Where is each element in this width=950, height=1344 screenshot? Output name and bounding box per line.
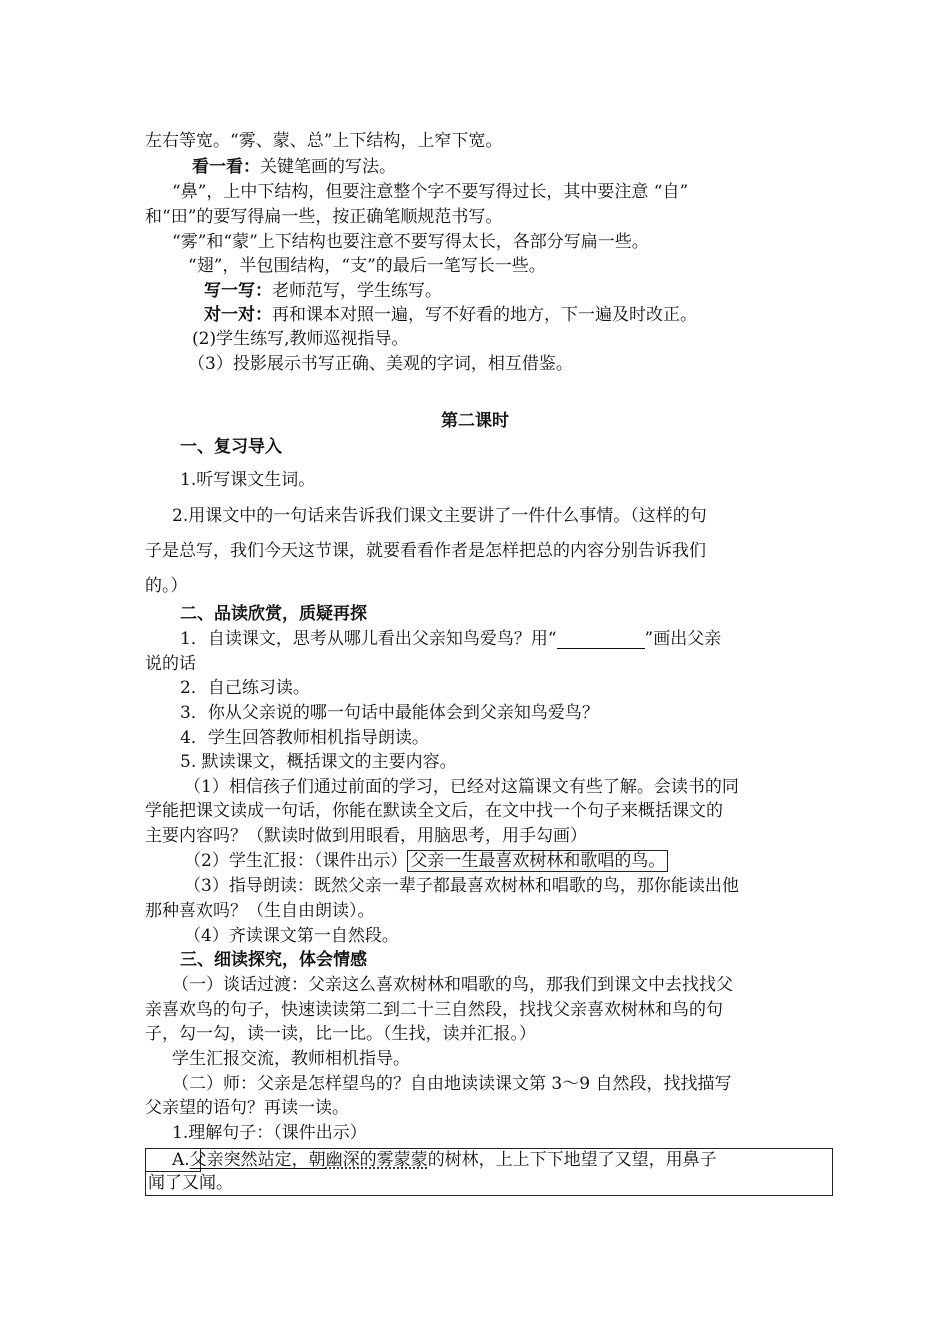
text-span: （2）学生汇报：（课件出示） [184,851,408,871]
text-line: 那种喜欢吗？（生自由朗读）。 [145,901,375,921]
text-line: 1.听写课文生词。 [180,470,316,490]
boxed-quote: 父亲一生最喜欢树林和歌唱的鸟。 [407,850,668,872]
text-line: 学生汇报交流，教师相机指导。 [172,1049,410,1069]
text-line: (2)学生练写,教师巡视指导。 [192,329,409,349]
text-span: 老师范写，学生练写。 [272,281,442,301]
text-line: 5. 默读课文，概括课文的主要内容。 [180,752,457,772]
text-line: （1）相信孩子们通过前面的学习，已经对这篇课文有些了解。会读书的同 [184,777,739,797]
text-line [192,157,396,177]
text-line: 1.理解句子：（课件出示） [172,1123,367,1143]
text-span: A. [172,1150,190,1170]
text-line: 子是总写，我们今天这节课，就要看看作者是怎样把总的内容分别告诉我们 [145,541,706,561]
text-line: 亲喜欢鸟的句子，快速读读第二到二十三自然段，找找父亲喜欢树林和鸟的句 [145,1000,723,1020]
text-line [204,281,442,301]
section-heading: 三、细读探究，体会情感 [180,950,367,970]
bold-label: 看一看： [192,157,260,177]
text-span: 1．自读课文，思考从哪儿看出父亲知鸟爱鸟？用“ [180,629,557,649]
section-heading: 二、品读欣赏，质疑再探 [180,604,367,624]
bold-label: 写一写： [204,281,272,301]
text-line: 左右等宽。“雾、蒙、总”上下结构，上窄下宽。 [145,131,503,151]
text-line: 2.用课文中的一句话来告诉我们课文主要讲了一件什么事情。（这样的句 [172,506,707,526]
text-span: 关键笔画的写法。 [260,157,396,177]
text-line: （4）齐读课文第一自然段。 [184,926,399,946]
underline-blank [557,632,645,649]
text-span: ”画出父亲 [644,629,722,649]
dotted-emphasis: 幽深的雾蒙蒙 [325,1150,428,1170]
section-title: 第二课时 [441,411,509,431]
text-line: 子，勾一勾，读一读，比一比。（生找，读并汇报。） [145,1024,536,1044]
text-line: “翅”，半包围结构，“支”的最后一笔写长一些。 [188,256,546,276]
text-line [184,851,668,871]
text-line: （一）谈话过渡：父亲这么喜欢树林和唱歌的鸟，那我们到课文中去找找父 [172,975,733,995]
text-line: 3．你从父亲说的哪一句话中最能体会到父亲知鸟爱鸟？ [180,703,599,723]
text-line: 学能把课文读成一句话，你能在默读全文后，在文中找一个句子来概括课文的 [145,801,723,821]
section-heading: 一、复习导入 [180,437,282,457]
text-line: （二）师：父亲是怎样望鸟的？自由地读读课文第 3～9 自然段，找找描写 [172,1074,732,1094]
underlined-text: 父亲突然站定，朝 [189,1150,326,1170]
text-line: 4．学生回答教师相机指导朗读。 [180,728,429,748]
text-line [204,305,697,325]
text-line: （3）投影展示书写正确、美观的字词，相互借鉴。 [188,354,573,374]
text-line: 主要内容吗？（默读时做到用眼看，用脑思考，用手勾画） [145,826,587,846]
text-line: 2．自己练习读。 [180,678,310,698]
text-line: 和“田”的要写得扁一些，按正确笔顺规范书写。 [145,207,503,227]
text-line: 父亲望的语句？再读一读。 [145,1098,349,1118]
bold-label: 对一对： [204,305,272,325]
text-line: （3）指导朗读：既然父亲一辈子都最喜欢树林和唱歌的鸟，那你能读出他 [184,876,739,896]
text-line [172,1150,717,1170]
text-line: “鼻”，上中下结构，但要注意整个字不要写得过长，其中要注意 “自” [172,182,689,202]
text-span: 的树林，上上下下地望了又望，用鼻子 [427,1150,717,1170]
text-line: 闻了又闻。 [148,1173,233,1193]
text-line: 说的话 [145,654,196,674]
text-span: 再和课本对照一遍，写不好看的地方，下一遍及时改正。 [272,305,697,325]
text-line: 的。） [145,576,188,596]
text-line: “雾”和“蒙”上下结构也要注意不要写得太长，各部分写扁一些。 [172,232,649,252]
text-line [180,629,721,649]
